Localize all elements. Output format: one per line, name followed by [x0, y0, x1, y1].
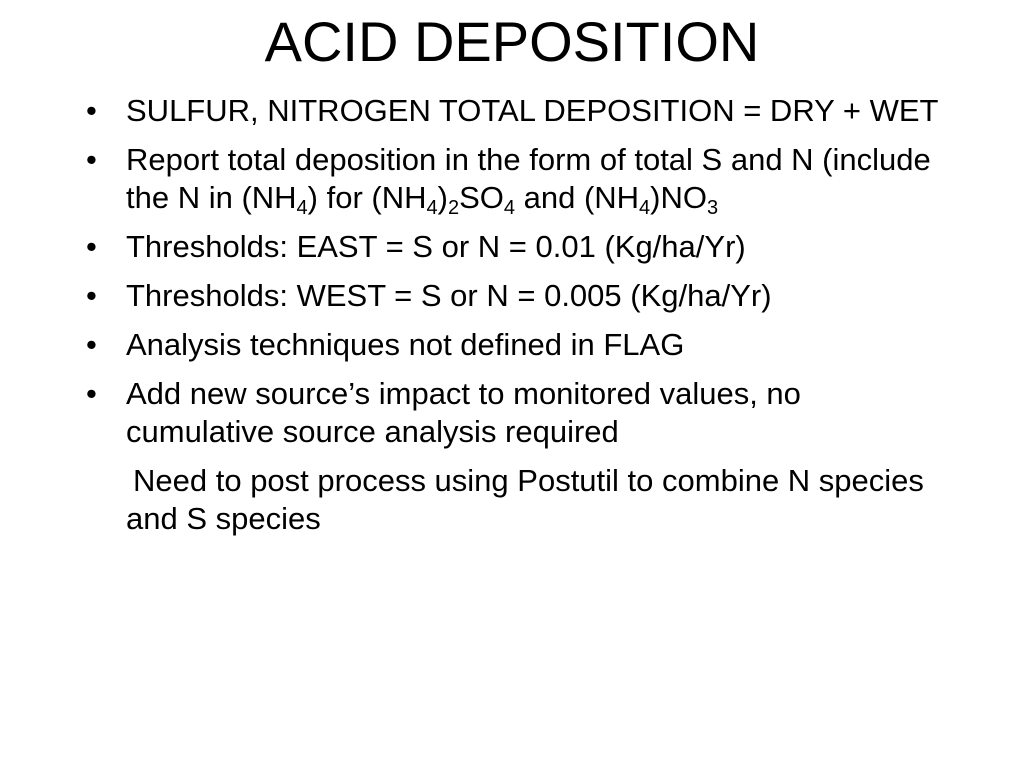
bullet-icon: • [86, 229, 97, 264]
text-segment: Report total deposition in the form of total S and N (include the N in (NH [126, 142, 931, 215]
text-segment: and (NH [515, 180, 640, 215]
bullet-text: Add new source’s impact to monitored values, no cumulative source analysis required [126, 376, 801, 449]
bullet-text: Thresholds: WEST = S or N = 0.005 (Kg/ha/Yr) [126, 278, 772, 313]
bullet-item [86, 228, 946, 266]
text-segment: )NO [650, 180, 707, 215]
subscript: 2 [447, 197, 460, 219]
bullet-item [86, 277, 946, 315]
text-segment: ) [437, 180, 448, 215]
bullet-icon: • [86, 327, 97, 362]
subscript: 3 [707, 197, 719, 219]
bullet-icon: • [86, 278, 97, 313]
note-text: Need to post process using Postutil to combine N species and S species [126, 463, 924, 536]
text-segment: SO [459, 180, 504, 215]
bullet-item [86, 141, 946, 217]
subscript: 4 [639, 197, 651, 219]
bullet-item [86, 326, 946, 364]
bullet-text: Thresholds: EAST = S or N = 0.01 (Kg/ha/Yr) [126, 229, 746, 264]
subscript: 4 [296, 197, 308, 219]
bullet-text: Analysis techniques not defined in FLAG [126, 327, 685, 362]
bullet-item [86, 375, 946, 451]
bullet-icon: • [86, 376, 97, 411]
text-segment: ) for (NH [307, 180, 427, 215]
bullet-list [86, 92, 946, 549]
bullet-icon: • [86, 93, 97, 128]
subscript: 4 [426, 197, 438, 219]
subscript: 4 [503, 197, 515, 219]
bullet-icon: • [86, 142, 97, 177]
bullet-text: SULFUR, NITROGEN TOTAL DEPOSITION = DRY + WET [126, 93, 939, 128]
bullet-item [86, 92, 946, 130]
note-paragraph [86, 462, 946, 538]
slide-title: ACID DEPOSITION [264, 10, 760, 73]
bullet-text [126, 142, 931, 219]
